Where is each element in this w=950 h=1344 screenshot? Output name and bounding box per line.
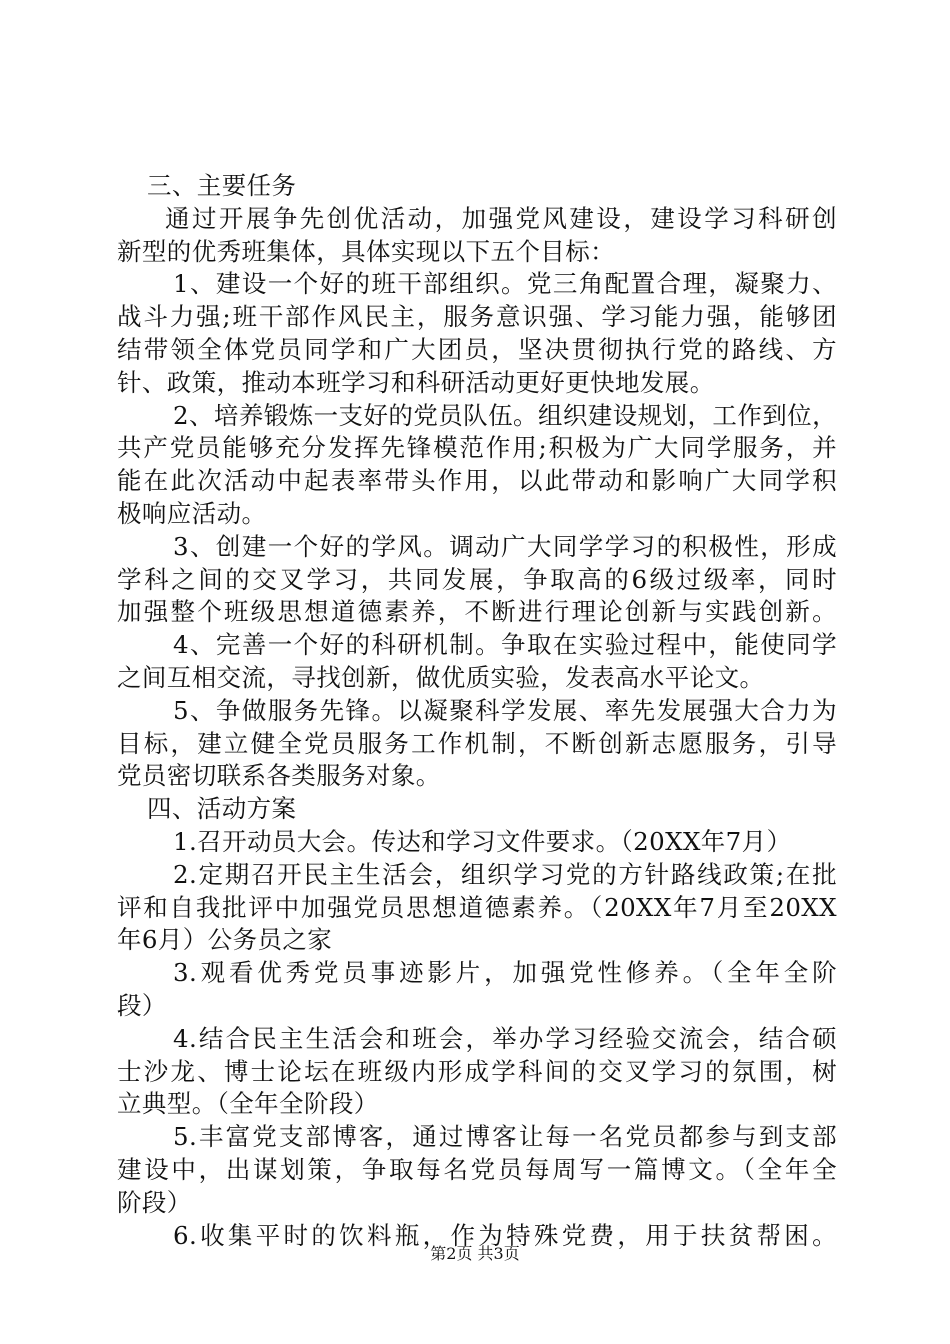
paragraph-line: 士沙龙、博士论坛在班级内形成学科间的交叉学习的氛围，树 [117,1056,837,1086]
paragraph-line: 党员密切联系各类服务对象。 [117,761,441,791]
paragraph-line: 3、创建一个好的学风。调动广大同学学习的积极性，形成 [173,531,837,561]
page-number-footer: 第2页 共3页 [430,1244,520,1263]
paragraph-line: 立典型。（全年全阶段） [117,1089,379,1119]
paragraph-line: 4.结合民主生活会和班会，举办学习经验交流会，结合硕 [173,1023,837,1053]
section-heading-activity-plan: 四、活动方案 [147,794,297,824]
paragraph-line: 阶段） [117,1187,192,1217]
paragraph-line: 之间互相交流，寻找创新，做优质实验，发表高水平论文。 [117,662,765,692]
paragraph-line: 2.定期召开民主生活会，组织学习党的方针路线政策;在批 [173,859,837,889]
paragraph-line: 新型的优秀班集体，具体实现以下五个目标： [117,236,615,266]
paragraph-line: 4、完善一个好的科研机制。争取在实验过程中，能使同学 [173,630,837,660]
paragraph-line: 6.收集平时的饮料瓶，作为特殊党费，用于扶贫帮困。 [173,1220,837,1250]
paragraph-line: 评和自我批评中加强党员思想道德素养。（20XX年7月至20XX [117,892,837,922]
paragraph-line: 5、争做服务先锋。以凝聚科学发展、率先发展强大合力为 [173,695,837,725]
paragraph-line: 2、培养锻炼一支好的党员队伍。组织建设规划，工作到位， [173,400,837,430]
paragraph-line: 目标，建立健全党员服务工作机制，不断创新志愿服务，引导 [117,728,837,758]
paragraph-line: 加强整个班级思想道德素养，不断进行理论创新与实践创新。 [117,597,837,627]
paragraph-line: 年6月）公务员之家 [117,925,333,955]
paragraph-line: 战斗力强;班干部作风民主，服务意识强、学习能力强，能够团 [117,302,837,332]
paragraph-line: 极响应活动。 [117,498,267,528]
paragraph-line: 3.观看优秀党员事迹影片，加强党性修养。（全年全阶 [173,958,837,988]
paragraph-line: 1.召开动员大会。传达和学习文件要求。（20XX年7月） [173,826,792,856]
section-heading-main-tasks: 三、主要任务 [147,171,297,200]
paragraph-line: 5.丰富党支部博客，通过博客让每一名党员都参与到支部 [173,1122,837,1152]
paragraph-line: 1、建设一个好的班干部组织。党三角配置合理，凝聚力、 [173,269,837,299]
document-body [117,170,837,1252]
paragraph-line: 通过开展争先创优活动，加强党风建设，建设学习科研创 [165,203,837,233]
paragraph-line: 能在此次活动中起表率带头作用，以此带动和影响广大同学积 [117,466,837,496]
paragraph-line: 建设中，出谋划策，争取每名党员每周写一篇博文。（全年全 [117,1154,837,1184]
paragraph-line: 结带领全体党员同学和广大团员，坚决贯彻执行党的路线、方 [117,334,837,364]
paragraph-line: 学科之间的交叉学习，共同发展，争取高的6级过级率，同时 [117,564,837,594]
paragraph-line: 针、政策，推动本班学习和科研活动更好更快地发展。 [117,367,715,397]
paragraph-line: 段） [117,990,167,1020]
paragraph-line: 共产党员能够充分发挥先锋模范作用;积极为广大同学服务，并 [117,433,837,463]
